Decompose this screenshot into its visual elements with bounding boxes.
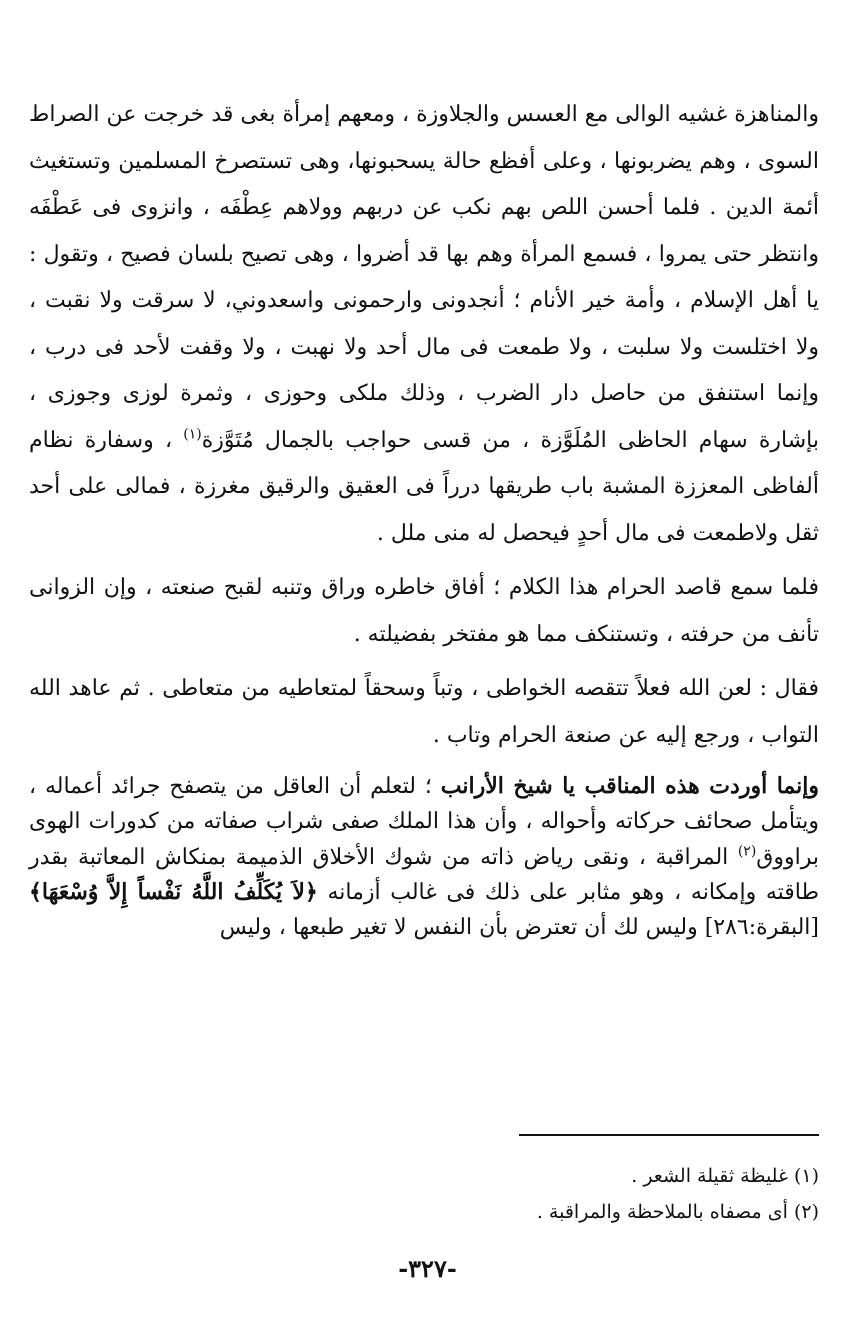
paragraph-4-text-a: ؛ لتعلم أن العاقل من يتصفح جرائد أعماله ، ويتأمل صحائف حركاته وأحواله ، وأن هذا الملك صفى شراب صفاته من كدورات الهوى براووق [29,774,819,870]
paragraph-4-text-c: وليس لك أن تعترض بأن النفس لا تغير طبعها ، وليس [219,915,698,941]
paragraph-4-text-b: المراقبة ، ونقى رياض ذاته من شوك الأخلاق الذميمة بمنكاش المعاتبة بقدر طاقته وإمكانه ، وهو مثابر على ذلك فى غالب أزمانه [29,844,819,905]
paragraph-3: فقال : لعن الله فعلاً تتقصه الخواطى ، وتباً وسحقاً لمتعاطيه من متعاطى . ثم عاهد الله التواب ، ورجع إليه عن صنعة الحرام وتاب . [29,676,819,748]
footnotes [29,1158,819,1230]
paragraph-2: فلما سمع قاصد الحرام هذا الكلام ؛ أفاق خاطره وراق وتنبه لقبح صنعته ، وإن الزوانى تأنف من حرفته ، وتستنكف مما هو مفتخر بفضيلته . [29,575,819,647]
footnote-2: (٢) أى مصفاه بالملاحظة والمراقبة . [536,1201,819,1223]
paragraph-1-text-a: والمناهزة غشيه الوالى مع العسس والجلاوزة ، ومعهم إمرأة بغى قد خرجت عن الصراط السوى ، وهم يضربونها ، وعلى أفظع حالة يسحبونها، وهى تستصرخ المسلمين وتستغيث أئمة الدين . فلما أحسن اللص بهم نكب عن دربهم وولاهم عِطْفَه ، وانزوى فى عَطْفَه وانتظر حتى يمروا ، فسمع المرأة وهم بها قد أضروا ، وهى تصيح بلسان فصيح ، وتقول : يا أهل الإسلام ، وأمة خير الأنام ؛ أنجدونى وارحمونى واسعدوني، لا سرقت ولا نقبت ، ولا اختلست ولا سلبت ، ولا طمعت فى مال أحد ولا نهبت ، ولا وقفت لأحد فى درب ، وإنما استنفق من حاصل دار الضرب ، وذلك ملكى وحوزى ، وثمرة لوزى وجوزى ، بإشارة سهام الحاظى المُلَوَّزة ، من قسى حواجب بالجمال مُتَوَّزة [29,102,819,453]
paragraph-4 [29,769,819,945]
page-number: -٣٢٧- [398,1254,457,1283]
footnote-reference-2: (٢) [737,843,757,860]
footnote-reference-1: (١) [183,426,202,443]
verse-citation: [البقرة:٢٨٦] [704,915,819,941]
footnote-divider [519,1134,819,1136]
main-text [29,92,819,945]
footnote-1: (١) غليظة ثقيلة الشعر . [631,1165,819,1187]
paragraph-1-text-b: ، وسفارة نظام ألفاظى المعززة المشبة باب طريقها درراً فى العقيق والرقيق مغرزة ، فمالى على أحد ثقل ولاطمعت فى مال أحدٍ فيحصل له منى ملل . [29,427,819,546]
quran-verse: ﴿لاَ يُكَلِّفُ اللَّهُ نَفْساً إِلاَّ وُسْعَهَا﴾ [29,878,318,905]
paragraph-4-lead: وإنما أوردت هذه المناقب يا شيخ الأرانب [440,773,819,799]
paragraph-1 [29,92,819,557]
